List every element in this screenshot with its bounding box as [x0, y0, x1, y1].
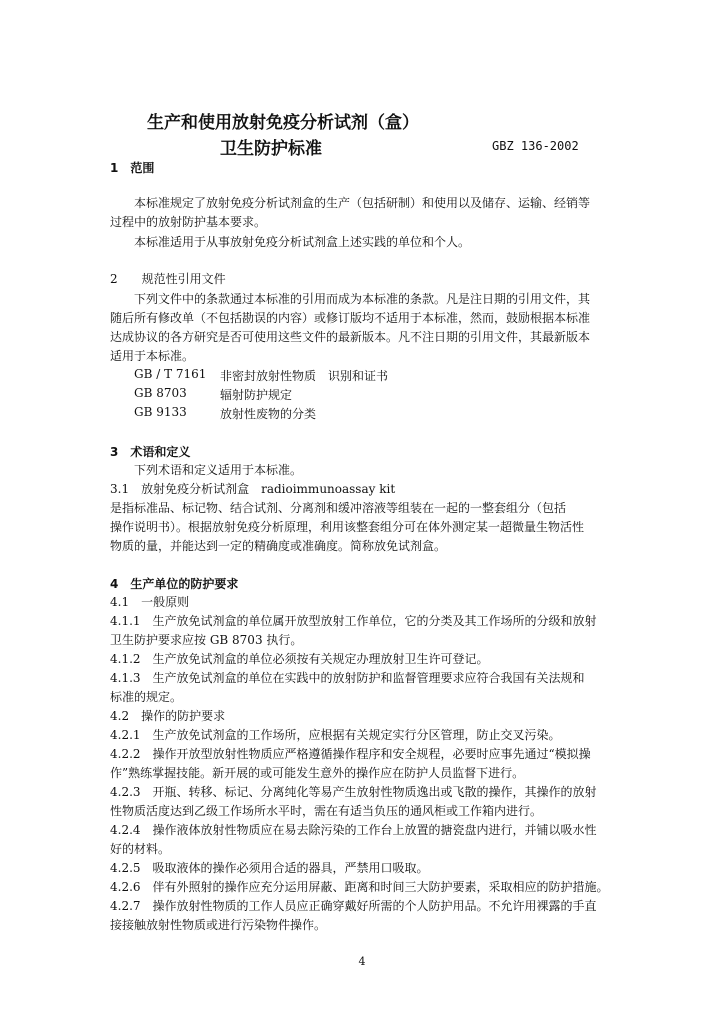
s2-paragraph-line2: 随后所有修改单（不包括勘误的内容）或修订版均不适用于本标准，然而，鼓励根据本标准 [110, 311, 591, 325]
clause-4-2-6: 4.2.6 伴有外照射的操作应充分运用屏蔽、距离和时间三大防护要素，采取相应的防护措施。 [110, 880, 609, 894]
term-3-1-definition-line1: 是指标准品、标记物、结合试剂、分离剂和缓冲溶液等组装在一起的一整套组分（包括 [110, 501, 567, 515]
term-3-1-definition-line2: 操作说明书）。根据放射免疫分析原理，利用该整套组分可在体外测定某一超微量生物活性 [110, 520, 585, 534]
section-3-heading: 3 术语和定义 [110, 445, 191, 459]
clause-4-1-heading: 4.1 一般原则 [110, 595, 190, 609]
reference-title: 非密封放射性物质 识别和证书 [220, 369, 389, 383]
term-3-1-definition-line3: 物质的量，并能达到一定的精确度或准确度。简称放免试剂盒。 [110, 539, 447, 553]
s1-paragraph-2: 本标准适用于从事放射免疫分析试剂盒上述实践的单位和个人。 [134, 235, 471, 249]
clause-4-2-2-line1: 4.2.2 操作开放型放射性物质应严格遵循操作程序和安全规程，必要时应事先通过“模拟操 [110, 747, 591, 761]
reference-code: GB / T 7161 [134, 367, 207, 381]
s2-paragraph-line1: 下列文件中的条款通过本标准的引用而成为本标准的条款。凡是注日期的引用文件，其 [134, 292, 591, 306]
clause-4-2-5: 4.2.5 吸取液体的操作必须用合适的器具，严禁用口吸取。 [110, 861, 429, 875]
clause-4-2-4-line2: 好的材料。 [110, 842, 171, 856]
s2-paragraph-line3: 达成协议的各方研究是否可使用这些文件的最新版本。凡不注日期的引用文件，其最新版本 [110, 330, 591, 344]
section-1-heading: 1 范围 [110, 161, 155, 175]
section-4-heading: 4 生产单位的防护要求 [110, 577, 239, 591]
s3-intro: 下列术语和定义适用于本标准。 [134, 463, 303, 477]
clause-4-1-2: 4.1.2 生产放免试剂盒的单位必须按有关规定办理放射卫生许可登记。 [110, 652, 489, 666]
clause-4-1-1-line1: 4.1.1 生产放免试剂盒的单位属开放型放射工作单位，它的分类及其工作场所的分级和放射 [110, 614, 597, 628]
clause-4-1-1-line2: 卫生防护要求应按 GB 8703 执行。 [110, 633, 303, 647]
standard-number: GBZ 136-2002 [492, 139, 579, 153]
s2-paragraph-line4: 适用于本标准。 [110, 349, 195, 363]
reference-title: 放射性废物的分类 [220, 407, 317, 421]
document-title-line1: 生产和使用放射免疫分析试剂（盒） [147, 113, 419, 133]
clause-4-2-1: 4.2.1 生产放免试剂盒的工作场所，应根据有关规定实行分区管理，防止交叉污染。 [110, 728, 561, 742]
s1-paragraph-1-line2: 过程中的放射防护基本要求。 [110, 215, 267, 229]
reference-code: GB 8703 [134, 386, 187, 400]
document-title-line2: 卫生防护标准 [220, 139, 322, 159]
reference-code: GB 9133 [134, 405, 187, 419]
page-number: 4 [358, 955, 366, 968]
reference-title: 辐射防护规定 [220, 388, 293, 402]
clause-4-2-3-line1: 4.2.3 开瓶、转移、标记、分离纯化等易产生放射性物质逸出或飞散的操作，其操作的放射 [110, 785, 597, 799]
clause-4-2-4-line1: 4.2.4 操作液体放射性物质应在易去除污染的工作台上放置的搪瓷盘内进行，并铺以吸水性 [110, 823, 597, 837]
clause-4-2-heading: 4.2 操作的防护要求 [110, 709, 226, 723]
s1-paragraph-1-line1: 本标准规定了放射免疫分析试剂盒的生产（包括研制）和使用以及储存、运输、经销等 [134, 196, 591, 210]
clause-4-2-7-line1: 4.2.7 操作放射性物质的工作人员应正确穿戴好所需的个人防护用品。不允许用裸露的手直 [110, 899, 597, 913]
clause-4-2-7-line2: 接接触放射性物质或进行污染物件操作。 [110, 918, 327, 932]
clause-4-1-3-line1: 4.1.3 生产放免试剂盒的单位在实践中的放射防护和监督管理要求应符合我国有关法规和 [110, 671, 585, 685]
term-3-1-heading: 3.1 放射免疫分析试剂盒 radioimmunoassay kit [110, 482, 396, 496]
section-2-heading: 2 规范性引用文件 [110, 272, 226, 286]
clause-4-1-3-line2: 标准的规定。 [110, 690, 183, 704]
clause-4-2-3-line2: 性物质活度达到乙级工作场所水平时，需在有适当负压的通风柜或工作箱内进行。 [110, 804, 543, 818]
clause-4-2-2-line2: 作”熟练掌握技能。新开展的或可能发生意外的操作应在防护人员监督下进行。 [110, 766, 525, 780]
